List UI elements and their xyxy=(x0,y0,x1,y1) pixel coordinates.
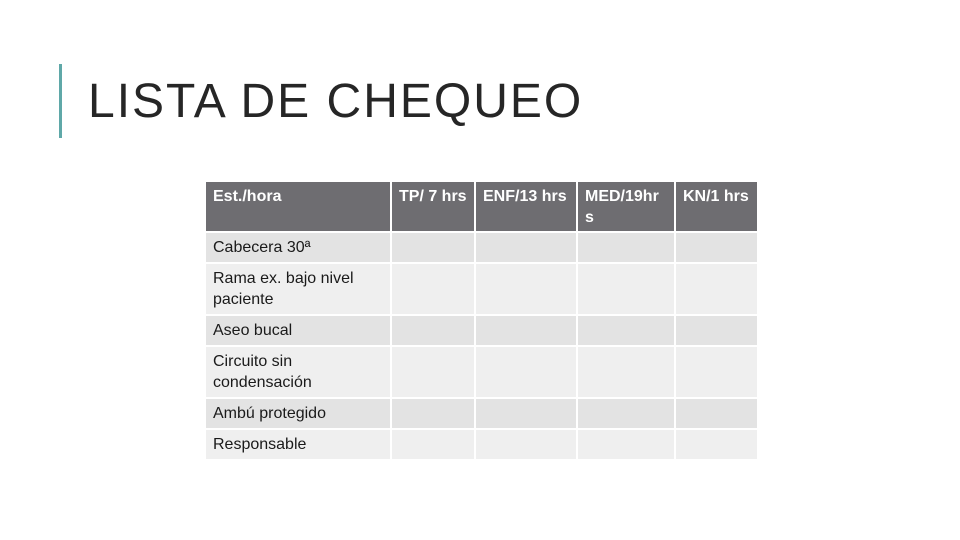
row-label: Aseo bucal xyxy=(205,315,391,346)
row-label: Cabecera 30ª xyxy=(205,232,391,263)
check-cell[interactable] xyxy=(391,429,475,460)
table-row xyxy=(205,398,758,429)
check-cell[interactable] xyxy=(475,346,577,398)
check-cell[interactable] xyxy=(475,398,577,429)
slide-title: LISTA DE CHEQUEO xyxy=(88,75,584,128)
row-label: Circuito sin condensación xyxy=(205,346,391,398)
check-cell[interactable] xyxy=(675,315,758,346)
check-cell[interactable] xyxy=(577,398,675,429)
table-row xyxy=(205,232,758,263)
check-cell[interactable] xyxy=(577,232,675,263)
check-cell[interactable] xyxy=(391,398,475,429)
check-cell[interactable] xyxy=(475,263,577,315)
check-cell[interactable] xyxy=(577,263,675,315)
table-row xyxy=(205,346,758,398)
check-cell[interactable] xyxy=(675,232,758,263)
table-row xyxy=(205,263,758,315)
header-est-hora: Est./hora xyxy=(205,181,391,232)
check-cell[interactable] xyxy=(391,263,475,315)
check-cell[interactable] xyxy=(675,263,758,315)
row-label: Rama ex. bajo nivel paciente xyxy=(205,263,391,315)
check-cell[interactable] xyxy=(475,315,577,346)
check-cell[interactable] xyxy=(391,315,475,346)
check-cell[interactable] xyxy=(675,398,758,429)
row-label: Responsable xyxy=(205,429,391,460)
check-cell[interactable] xyxy=(675,429,758,460)
header-tp: TP/ 7 hrs xyxy=(391,181,475,232)
table-row xyxy=(205,315,758,346)
header-med: MED/19hr s xyxy=(577,181,675,232)
row-label: Ambú protegido xyxy=(205,398,391,429)
title-accent-bar xyxy=(59,64,62,138)
check-cell[interactable] xyxy=(391,346,475,398)
check-cell[interactable] xyxy=(577,429,675,460)
header-enf: ENF/13 hrs xyxy=(475,181,577,232)
table-row xyxy=(205,429,758,460)
check-cell[interactable] xyxy=(675,346,758,398)
checklist-table xyxy=(204,180,759,461)
check-cell[interactable] xyxy=(577,315,675,346)
header-kn: KN/1 hrs xyxy=(675,181,758,232)
table-header-row xyxy=(205,181,758,232)
check-cell[interactable] xyxy=(391,232,475,263)
check-cell[interactable] xyxy=(577,346,675,398)
check-cell[interactable] xyxy=(475,232,577,263)
check-cell[interactable] xyxy=(475,429,577,460)
